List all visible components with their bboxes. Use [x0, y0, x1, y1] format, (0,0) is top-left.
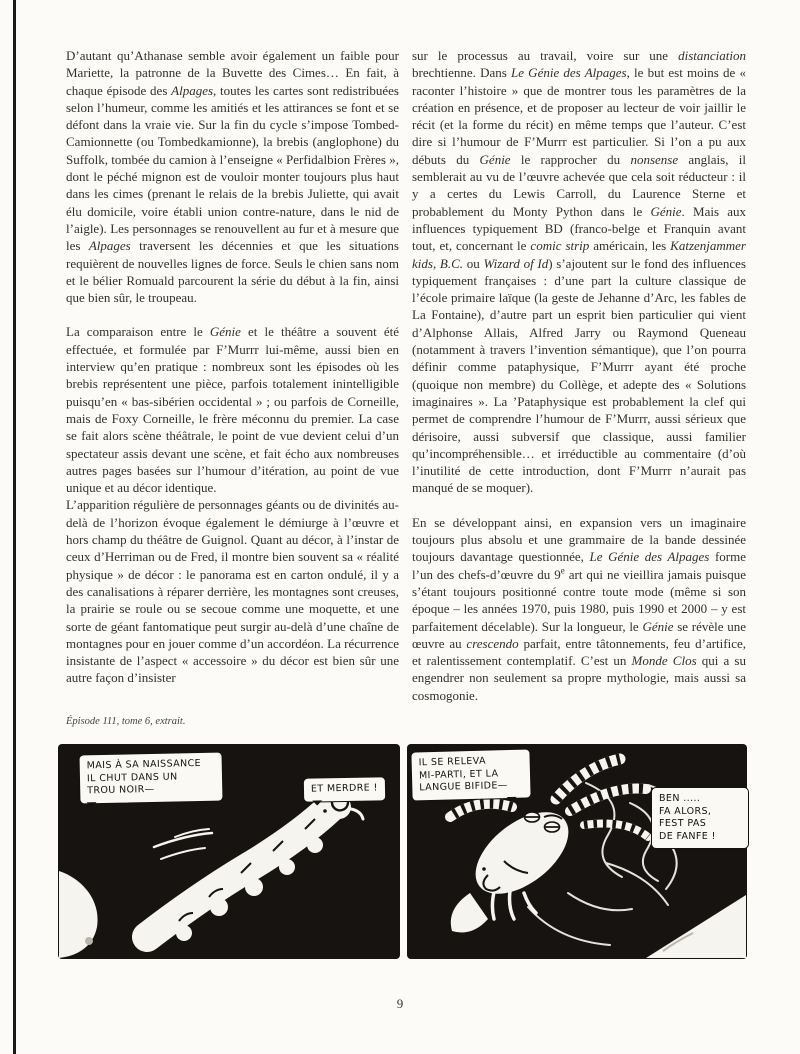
figure-caption: Épisode 111, tome 6, extrait.: [66, 716, 186, 727]
bubble-line: MAIS À SA NAISSANCE: [86, 757, 202, 772]
bubble-line: LANGUE BIFIDE—: [419, 780, 508, 794]
bubble-line: FEST PAS: [659, 818, 707, 830]
paragraph: D’autant qu’Athanase semble avoir également un faible pour Mariette, la patronne de la Buvette des Cimes… En fait, à chaque épisode des Alpages, toutes les cartes sont redistribuées selon l’humeur, comme les amitiés et les attirances se font et se défont dans la vraie vie. Sur la fin du cycle s’impose Tombed-Camionnette (ou Tombedkamionne), la brebis (anglophone) du Suffolk, tombée du camion à l’enseigne « Perfidalbion Frères », dont le péché mignon est de vouloir monter toujours plus haut dans les cimes (prenant le relais de la brebis Juliette, qui avait élu domicile, voire établi union contre-nature, dans le nid de l’aigle). Les personnages se renouvellent au fur et à mesure que les Alpages traversent les décennies et que les situations requièrent de nouvelles lignes de force. Seuls le chien sans nom et le bélier Romuald parcourent la série du début à la fin, ainsi que bien sûr, le troupeau.: [66, 48, 399, 306]
bubble-line: ET MERDRE !: [310, 782, 378, 795]
speech-bubble-releva: [410, 748, 531, 801]
bubble-line: DE FANFE !: [659, 830, 716, 842]
speech-bubble-naissance: [78, 751, 223, 804]
bubble-line: BEN .....: [659, 793, 701, 804]
bubble-line: FA ALORS,: [659, 805, 712, 817]
bubble-line: MI-PARTI, ET LA: [418, 767, 499, 781]
bubble-line: TROU NOIR—: [87, 783, 155, 797]
paragraph: L’apparition régulière de personnages géants ou de divinités au-delà de l’horizon évoque également le démiurge à l’œuvre et hors champ du théâtre de Guignol. Quant au décor, à l’instar de ceux d’Herriman ou de Fred, il montre bien souvent sa « réalité physique » de décor : le panorama est en carton ondulé, il y a des canalisations à réparer derrière, les montagnes sont creuses, la prairie se roule ou se secoue comme une moquette, et une sorte de géant fantomatique peut surgir au-delà d’une chaîne de montagnes pour en jouer comme d’un accordéon. La récurrence insistante de l’aspect « accessoire » du décor est bien sûr une autre façon d’insister: [66, 497, 399, 686]
comic-panel-2: [408, 745, 746, 958]
paragraph: En se développant ainsi, en expansion vers un imaginaire toujours plus absolu et une grammaire de la bande dessinée toujours davantage questionnée, Le Génie des Alpages forme l’un des chefs-d’œuvre du 9e art qui ne vieillira jamais puisque s’étant toujours positionné contre toute mode (même si son époque – les années 1970, puis 1980, puis 1990 et 2000 – y est parfaitement décelable). Sur la longueur, le Génie se révèle une œuvre au crescendo parfait, entre tâtonnements, feu d’artifice, et ralentissement contemplatif. C’est un Monde Clos qui a su engendrer non seulement sa propre mythologie, mais aussi sa cosmogonie.: [412, 514, 746, 703]
comic-panel-1: [59, 745, 399, 958]
speech-bubble-ben-fa-alors: [651, 787, 749, 849]
paragraph: La comparaison entre le Génie et le théâtre a souvent été effectuée, et formulée par F’Murrr lui-même, aussi bien en interview qu’en pratique : nombreux sont les épisodes où les brebis représentent une pièce, parfois totalement inintelligible puisqu’en « bas-sibérien occidental » ; ou parfois de Corneille, mais de Foxy Corneille, le frère méconnu du premier. La case se fait alors scène théâtrale, le point de vue devient celui d’un spectateur assis devant une scène, et fait écho aux nombreuses autres pages basées sur l’humour d’itération, au point de vue unique et au décor identique.: [66, 324, 399, 496]
page-edge-line: [13, 0, 16, 1054]
text-column-left: [66, 47, 399, 687]
speech-bubble-et-merdre: [303, 776, 386, 802]
comic-strip: [59, 745, 746, 958]
page-number: 9: [396, 996, 404, 1011]
text-column-right: [412, 47, 746, 704]
paragraph: sur le processus au travail, voire sur une distanciation brechtienne. Dans Le Génie des Alpages, le but est moins de « raconter l’histoire » que de montrer tous les paramètres de la création en présence, et de proposer au lecteur de voir jaillir le récit (et la forme du récit) en même temps que l’auteur. C’est dire si l’humour de F’Murrr est particulier. Si l’on a pu aux débuts du Génie le rapprocher du nonsense anglais, il semblerait au vu de l’œuvre achevée que cela soit réducteur : il y a certes du Lewis Carroll, du Laurence Sterne et probablement du Monty Python dans le Génie. Mais aux influences typiquement BD (franco-belge et Franquin avant tout, et, concernant le comic strip américain, les Katzenjammer kids, B.C. ou Wizard of Id) s’ajoutent sur le fond des influences typiquement françaises : d’une part la culture classique de l’école primaire laïque (la geste de Jehanne d’Arc, les fables de La Fontaine), d’autre part un esprit bien particulier qui vient d’Alphonse Allais, Alfred Jarry ou Raymond Queneau (notamment à travers l’invention sémantique), que l’on pourra définir comme pataphysique, F’Murrr ayant été proche (quoique non membre) du Collège, et adepte des « Solutions imaginaires ». La ’Pataphysique est probablement la clef qui permet de comprendre l’humour de F’Murrr, aussi sérieux que dérisoire, aussi subversif que classique, aussi familier qu’incompréhensible… et irréductible au commentaire (d’où l’inutilité de cette introduction, dont F’Murrr n’aurait pas manqué de se moquer).: [412, 48, 746, 496]
bubble-line: IL SE RELEVA: [418, 755, 487, 769]
bubble-line: IL CHUT DANS UN: [86, 770, 178, 784]
